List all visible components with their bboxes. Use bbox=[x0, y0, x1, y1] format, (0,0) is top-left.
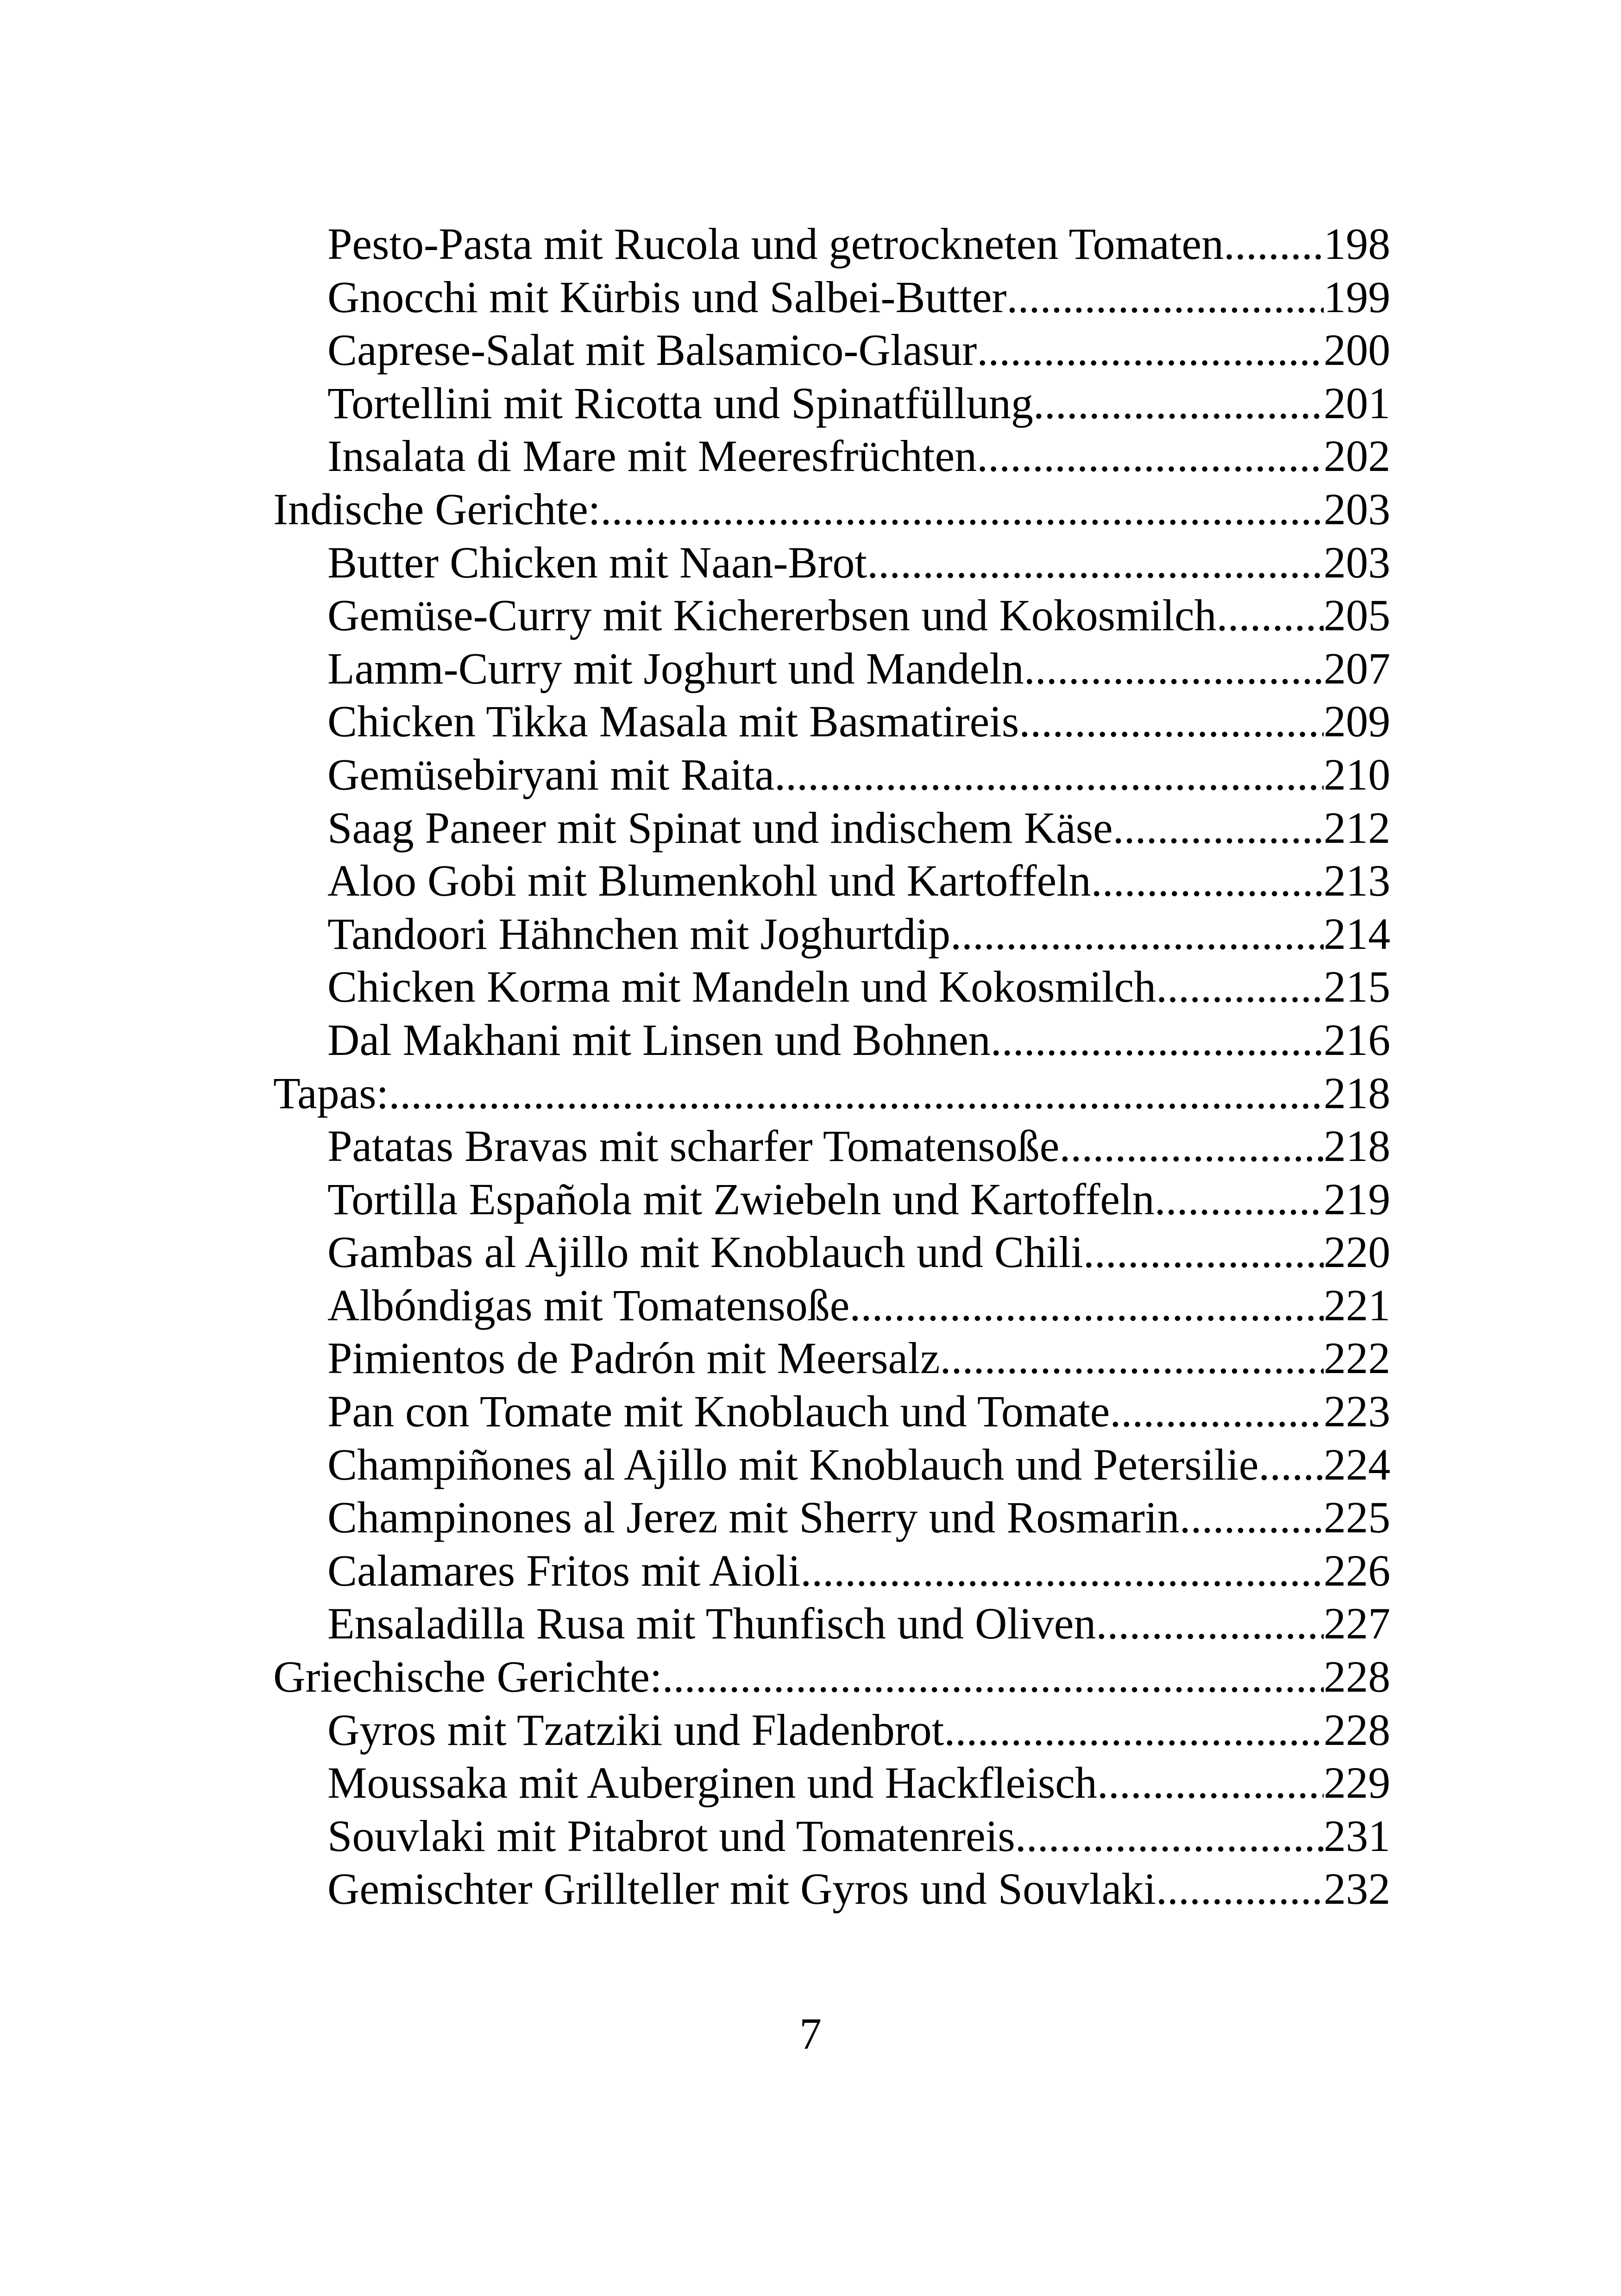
toc-entry-page: 224 bbox=[1324, 1439, 1390, 1489]
toc-entry-page: 207 bbox=[1324, 643, 1390, 693]
toc-entry bbox=[273, 1863, 1390, 1916]
toc-entry-page: 205 bbox=[1324, 590, 1390, 640]
toc-entry bbox=[273, 430, 1390, 483]
toc-entry-title: Butter Chicken mit Naan-Brot bbox=[327, 537, 867, 587]
toc-entry-title: Chicken Korma mit Mandeln und Kokosmilch bbox=[327, 962, 1156, 1012]
toc-entry-page: 225 bbox=[1324, 1493, 1390, 1543]
toc-entry-page: 231 bbox=[1324, 1811, 1390, 1861]
toc-dot-leader bbox=[849, 1279, 1324, 1332]
toc-dot-leader bbox=[1006, 271, 1324, 324]
toc-entry bbox=[273, 960, 1390, 1014]
toc-entry bbox=[273, 642, 1390, 696]
toc-entry-title: Albóndigas mit Tomatensoße bbox=[327, 1280, 850, 1330]
toc-entry-title: Gnocchi mit Kürbis und Salbei-Butter bbox=[327, 272, 1007, 322]
toc-entry-title: Insalata di Mare mit Meeresfrüchten bbox=[327, 431, 977, 481]
toc-dot-leader bbox=[940, 1332, 1324, 1385]
toc-entry bbox=[273, 908, 1390, 961]
toc-dot-leader bbox=[977, 430, 1324, 483]
toc-dot-leader bbox=[950, 908, 1324, 961]
toc-entry-page: 219 bbox=[1324, 1174, 1390, 1224]
toc-dot-leader bbox=[1091, 854, 1324, 908]
toc-entry-title: Caprese-Salat mit Balsamico-Glasur bbox=[327, 325, 977, 375]
toc-section-heading bbox=[273, 1650, 1390, 1704]
toc-entry-title: Gambas al Ajillo mit Knoblauch und Chili bbox=[327, 1227, 1083, 1277]
toc-entry bbox=[273, 1385, 1390, 1438]
toc-entry-page: 214 bbox=[1324, 909, 1390, 959]
toc-entry bbox=[273, 1757, 1390, 1810]
toc-dot-leader bbox=[1019, 695, 1324, 748]
toc-dot-leader bbox=[1269, 1438, 1324, 1492]
toc-entry-title: Souvlaki mit Pitabrot und Tomatenreis bbox=[327, 1811, 1015, 1861]
toc-entry-title: Dal Makhani mit Linsen und Bohnen bbox=[327, 1015, 991, 1065]
toc-entry-title: Gyros mit Tzatziki und Fladenbrot bbox=[327, 1705, 944, 1755]
toc-entry-title: Champinones al Jerez mit Sherry und Rosmarin bbox=[327, 1493, 1180, 1543]
toc-section-heading bbox=[273, 483, 1390, 536]
toc-dot-leader bbox=[1033, 377, 1324, 430]
toc-entry bbox=[273, 218, 1390, 271]
page-number: 7 bbox=[799, 2009, 822, 2058]
toc-entry bbox=[273, 695, 1390, 748]
toc-dot-leader bbox=[774, 748, 1324, 802]
toc-entry-page: 218 bbox=[1324, 1121, 1390, 1171]
toc-entry-page: 200 bbox=[1324, 325, 1390, 375]
toc-entry-page: 221 bbox=[1324, 1280, 1390, 1330]
toc-entry-title: Gemüsebiryani mit Raita bbox=[327, 749, 775, 799]
toc-section-heading bbox=[273, 1067, 1390, 1120]
toc-entry bbox=[273, 1491, 1390, 1544]
toc-entry-page: 216 bbox=[1324, 1015, 1390, 1065]
toc-entry-title: Tapas: bbox=[273, 1068, 389, 1118]
toc-entry-title: Pesto-Pasta mit Rucola und getrockneten Tomaten bbox=[327, 219, 1224, 269]
toc-entry-title: Lamm-Curry mit Joghurt und Mandeln bbox=[327, 643, 1024, 693]
toc-entry-page: 222 bbox=[1324, 1333, 1390, 1383]
toc-entry-page: 229 bbox=[1324, 1758, 1390, 1808]
toc-dot-leader bbox=[1024, 642, 1324, 696]
toc-dot-leader bbox=[1155, 1173, 1324, 1226]
toc-entry bbox=[273, 1810, 1390, 1863]
toc-entry-page: 220 bbox=[1324, 1227, 1390, 1277]
toc-entry-title: Gemüse-Curry mit Kichererbsen und Kokosmilch bbox=[327, 590, 1217, 640]
toc-entry-title: Patatas Bravas mit scharfer Tomatensoße bbox=[327, 1121, 1060, 1171]
toc-entry bbox=[273, 1226, 1390, 1279]
toc-dot-leader bbox=[1096, 1597, 1324, 1650]
toc-entry-page: 223 bbox=[1324, 1386, 1390, 1437]
toc-dot-leader bbox=[1113, 802, 1324, 855]
toc-entry-title: Champiñones al Ajillo mit Knoblauch und Petersilie. bbox=[327, 1439, 1270, 1489]
toc-dot-leader bbox=[389, 1067, 1324, 1120]
toc-dot-leader bbox=[600, 483, 1324, 536]
toc-dot-leader bbox=[1224, 218, 1324, 271]
toc-entry bbox=[273, 1704, 1390, 1757]
toc-dot-leader bbox=[944, 1704, 1324, 1757]
toc-entry bbox=[273, 271, 1390, 324]
toc-entry bbox=[273, 1279, 1390, 1332]
toc-dot-leader bbox=[800, 1544, 1324, 1598]
toc-entry bbox=[273, 1332, 1390, 1385]
toc-entry-title: Pan con Tomate mit Knoblauch und Tomate bbox=[327, 1386, 1110, 1437]
toc-entry bbox=[273, 854, 1390, 908]
toc-dot-leader bbox=[867, 536, 1324, 590]
toc-dot-leader bbox=[1015, 1810, 1324, 1863]
toc-entry-page: 198 bbox=[1324, 219, 1390, 269]
toc-entry bbox=[273, 1014, 1390, 1067]
toc-entry-page: 203 bbox=[1324, 484, 1390, 534]
toc-entry bbox=[273, 536, 1390, 590]
toc-entry-page: 215 bbox=[1324, 962, 1390, 1012]
toc-dot-leader bbox=[662, 1650, 1324, 1704]
toc-entry-title: Gemischter Grillteller mit Gyros und Souvlaki bbox=[327, 1864, 1156, 1914]
toc-entry bbox=[273, 589, 1390, 642]
toc-entry-page: 203 bbox=[1324, 537, 1390, 587]
toc-entry-title: Saag Paneer mit Spinat und indischem Käse bbox=[327, 803, 1113, 853]
toc-entry bbox=[273, 324, 1390, 377]
toc-entry-page: 227 bbox=[1324, 1599, 1390, 1649]
toc-dot-leader bbox=[1110, 1385, 1324, 1438]
toc-entry-title: Moussaka mit Auberginen und Hackfleisch bbox=[327, 1758, 1097, 1808]
table-of-contents bbox=[273, 218, 1390, 1916]
toc-entry bbox=[273, 1173, 1390, 1226]
toc-entry-title: Tandoori Hähnchen mit Joghurtdip bbox=[327, 909, 951, 959]
toc-entry bbox=[273, 1597, 1390, 1650]
toc-entry bbox=[273, 1120, 1390, 1173]
toc-entry-page: 202 bbox=[1324, 431, 1390, 481]
toc-entry-title: Chicken Tikka Masala mit Basmatireis bbox=[327, 696, 1019, 747]
toc-entry-page: 212 bbox=[1324, 803, 1390, 853]
toc-entry-title: Tortellini mit Ricotta und Spinatfüllung bbox=[327, 378, 1033, 428]
toc-entry-title: Pimientos de Padrón mit Meersalz bbox=[327, 1333, 940, 1383]
toc-entry bbox=[273, 802, 1390, 855]
toc-dot-leader bbox=[1180, 1491, 1324, 1544]
toc-entry-page: 218 bbox=[1324, 1068, 1390, 1118]
toc-entry bbox=[273, 1544, 1390, 1598]
toc-entry-title: Griechische Gerichte: bbox=[273, 1652, 662, 1702]
toc-entry-page: 201 bbox=[1324, 378, 1390, 428]
toc-dot-leader bbox=[1217, 589, 1324, 642]
toc-entry-page: 213 bbox=[1324, 856, 1390, 906]
toc-entry-title: Indische Gerichte: bbox=[273, 484, 601, 534]
toc-dot-leader bbox=[977, 324, 1324, 377]
toc-entry-page: 228 bbox=[1324, 1652, 1390, 1702]
toc-entry bbox=[273, 748, 1390, 802]
toc-entry bbox=[273, 1438, 1390, 1492]
toc-entry-page: 226 bbox=[1324, 1545, 1390, 1595]
toc-entry-title: Ensaladilla Rusa mit Thunfisch und Oliven bbox=[327, 1599, 1096, 1649]
toc-entry-page: 199 bbox=[1324, 272, 1390, 322]
toc-entry-page: 209 bbox=[1324, 696, 1390, 747]
toc-entry-page: 210 bbox=[1324, 749, 1390, 799]
toc-entry-page: 232 bbox=[1324, 1864, 1390, 1914]
toc-dot-leader bbox=[1156, 1863, 1324, 1916]
toc-entry bbox=[273, 377, 1390, 430]
toc-dot-leader bbox=[1097, 1757, 1324, 1810]
toc-entry-title: Calamares Fritos mit Aioli bbox=[327, 1545, 801, 1595]
toc-entry-title: Aloo Gobi mit Blumenkohl und Kartoffeln bbox=[327, 856, 1091, 906]
toc-dot-leader bbox=[1156, 960, 1324, 1014]
toc-dot-leader bbox=[1083, 1226, 1324, 1279]
toc-entry-title: Tortilla Española mit Zwiebeln und Kartoffeln bbox=[327, 1174, 1155, 1224]
toc-dot-leader bbox=[991, 1014, 1324, 1067]
toc-dot-leader bbox=[1059, 1120, 1324, 1173]
toc-entry-page: 228 bbox=[1324, 1705, 1390, 1755]
